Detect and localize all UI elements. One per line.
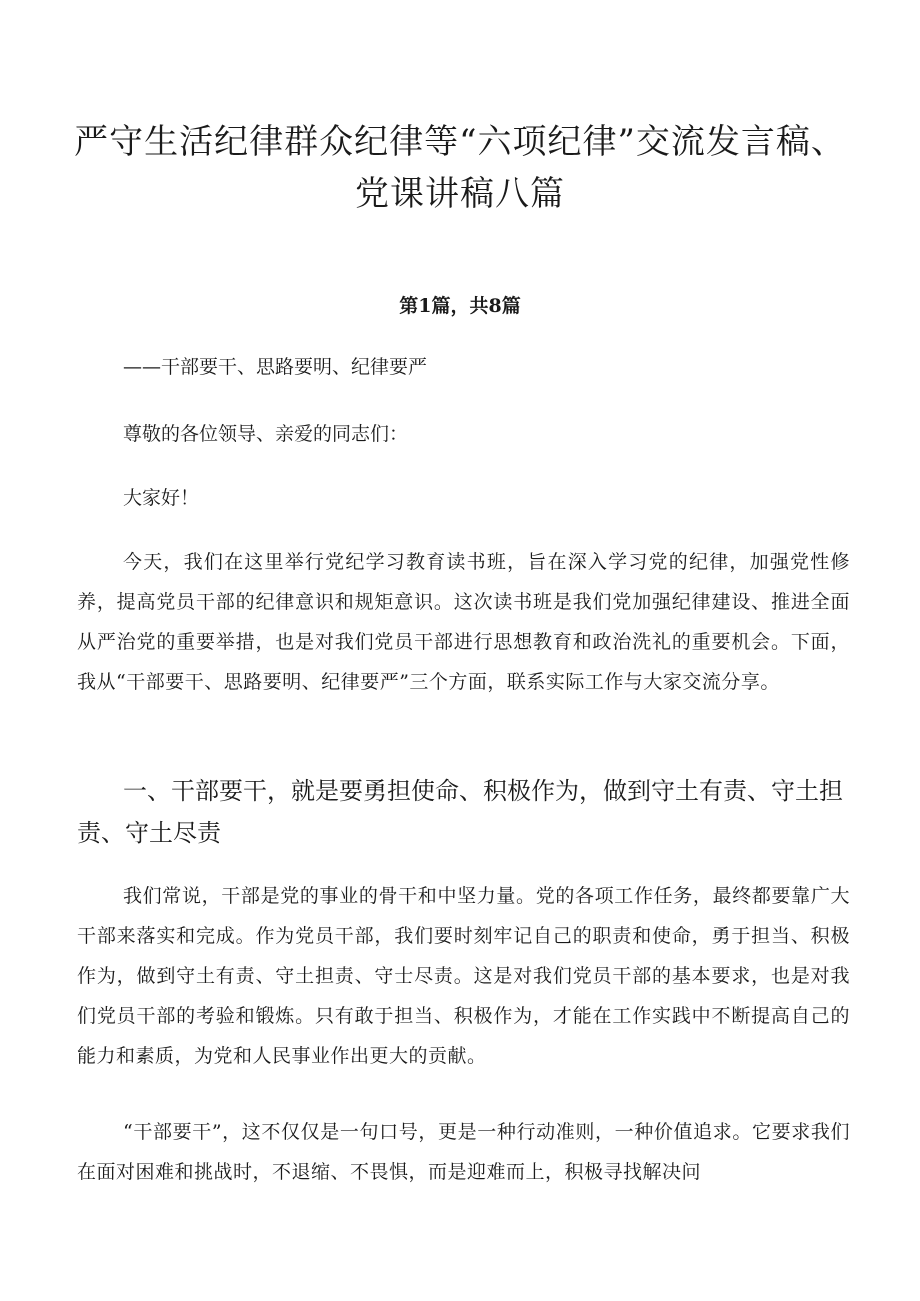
section-1-heading: 一、干部要干，就是要勇担使命、积极作为，做到守土有责、守土担责、守土尽责 <box>77 777 843 847</box>
paragraph-section-1-b: “干部要干”，这不仅仅是一句口号，更是一种行动准则，一种价值追求。它要求我们在面对困难和挑战时，不退缩、不畏惧，而是迎难而上，积极寻找解决问 <box>77 1121 850 1183</box>
subheading: ——干部要干、思路要明、纪律要严 <box>123 356 428 378</box>
paragraph-section-1-a: 我们常说，干部是党的事业的骨干和中坚力量。党的各项工作任务，最终都要靠广大干部来落实和完成。作为党员干部，我们要时刻牢记自己的职责和使命，勇于担当、积极作为，做到守土有责、守土担责、守士尽责。这是对我们党员干部的基本要求，也是对我们党员干部的考验和锻炼。只有敢于担当、积极作为，才能在工作实践中不断提高自己的能力和素质，为党和人民事业作出更大的贡献。 <box>77 885 850 1067</box>
salutation: 尊敬的各位领导、亲爱的同志们： <box>123 423 409 445</box>
document-title: 严守生活纪律群众纪律等“六项纪律”交流发言稿、党课讲稿八篇 <box>74 122 846 214</box>
greeting: 大家好！ <box>123 487 200 509</box>
paragraph-intro: 今天，我们在这里举行党纪学习教育读书班，旨在深入学习党的纪律，加强党性修养，提高党员干部的纪律意识和规矩意识。这次读书班是我们党加强纪律建设、推进全面从严治党的重要举措，也是对我们党员干部进行思想教育和政治洗礼的重要机会。下面，我从“干部要干、思路要明、纪律要严”三个方面，联系实际工作与大家交流分享。 <box>77 551 850 693</box>
part-label: 第1篇，共8篇 <box>399 295 521 317</box>
